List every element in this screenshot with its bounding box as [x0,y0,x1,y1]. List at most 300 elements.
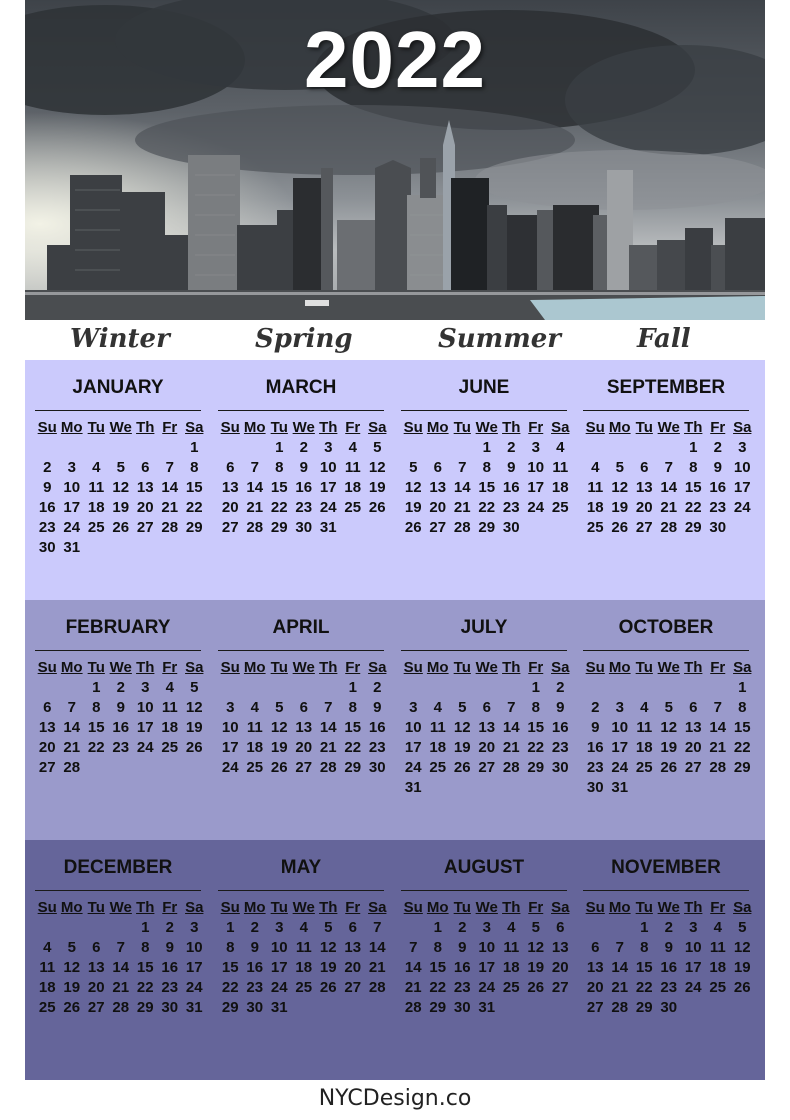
day-cell: 5 [67,938,76,956]
week-row [35,757,207,777]
day-cell: 28 [404,998,422,1016]
day-cell: 14 [611,958,629,976]
day-cell: 12 [270,718,288,736]
weekday-header: Tu [453,418,471,436]
day-cell: 26 [368,498,386,516]
week-row [583,737,755,757]
day-cell: 24 [185,978,203,996]
day-cell: 17 [478,958,496,976]
month-day-grid [218,897,390,1017]
day-cell: 19 [611,498,629,516]
weekday-header: Mo [243,418,266,436]
month-day-grid [401,657,573,797]
day-cell: 10 [478,938,496,956]
day-cell: 10 [221,718,239,736]
day-cell: 11 [344,458,361,476]
day-cell [133,757,158,777]
weekday-header: Tu [635,658,653,676]
day-cell: 2 [556,678,565,696]
day-cell: 13 [221,478,239,496]
day-cell: 25 [246,758,264,776]
week-row [35,437,207,457]
week-row [583,477,755,497]
day-cell: 17 [63,498,81,516]
day-cell: 16 [586,738,604,756]
day-cell: 27 [87,998,105,1016]
weekday-header: Th [319,658,338,676]
day-cell: 12 [319,938,337,956]
day-cell: 19 [270,738,288,756]
day-cell: 15 [270,478,288,496]
day-cell: 10 [270,938,288,956]
weekday-header: Tu [635,898,653,916]
day-cell: 11 [39,958,56,976]
day-cell: 16 [551,718,569,736]
day-cell: 23 [586,758,604,776]
day-cell: 18 [344,478,362,496]
day-cell: 8 [433,938,442,956]
day-cell: 23 [368,738,386,756]
day-cell: 16 [502,478,520,496]
day-cell: 24 [319,498,337,516]
day-cell: 30 [246,998,264,1016]
weekday-header: Fr [345,658,361,676]
weekday-header: Mo [426,658,449,676]
day-cell [60,677,85,697]
weekday-header: We [475,658,498,676]
day-cell: 6 [640,458,649,476]
day-cell: 31 [611,778,629,796]
day-cell [365,997,390,1017]
year-title: 2022 [304,15,486,104]
day-cell [35,917,60,937]
week-row [401,777,573,797]
day-cell: 14 [112,958,130,976]
weekday-header: Th [136,898,155,916]
day-cell: 8 [689,458,698,476]
day-cell: 17 [404,738,422,756]
week-row [583,677,755,697]
weekday-header: Th [136,418,155,436]
month-name: JULY [460,617,508,638]
month-day-grid [218,417,390,537]
day-cell: 22 [635,978,653,996]
week-row [401,997,573,1017]
weekday-header-row [218,417,390,437]
month-day-grid [35,657,207,777]
day-cell: 23 [551,738,569,756]
day-cell [133,537,158,557]
day-cell: 7 [713,698,722,716]
day-cell: 2 [250,918,259,936]
day-cell: 7 [507,698,516,716]
day-cell: 14 [502,718,520,736]
day-cell: 8 [226,938,235,956]
day-cell: 13 [478,718,496,736]
day-cell [35,677,60,697]
month-day-grid [583,417,755,537]
day-cell: 9 [713,458,722,476]
weekday-header-row [35,417,207,437]
day-cell: 1 [348,678,357,696]
day-cell: 7 [409,938,418,956]
day-cell: 27 [344,978,362,996]
day-cell: 19 [319,958,337,976]
day-cell [608,437,633,457]
day-cell: 21 [319,738,337,756]
day-cell: 18 [551,478,569,496]
day-cell: 23 [38,518,56,536]
day-cell: 12 [611,478,629,496]
day-cell: 26 [527,978,545,996]
day-cell: 16 [38,498,56,516]
day-cell [548,997,573,1017]
day-cell: 15 [87,718,105,736]
day-cell: 17 [527,478,545,496]
day-cell: 9 [556,698,565,716]
weekday-header: We [657,418,680,436]
day-cell: 7 [615,938,624,956]
day-cell [499,677,524,697]
weekday-header: Tu [270,658,288,676]
day-cell: 2 [299,438,308,456]
weekday-header: Fr [710,658,726,676]
day-cell: 21 [161,498,179,516]
day-cell: 28 [368,978,386,996]
day-cell [316,997,341,1017]
day-cell: 1 [92,678,101,696]
month-name: JUNE [458,377,510,398]
weekday-header: Mo [608,898,631,916]
weekday-header-row [218,897,390,917]
day-cell: 14 [63,718,81,736]
day-cell: 7 [664,458,673,476]
weekday-header: We [292,658,315,676]
week-row [401,457,573,477]
day-cell: 27 [635,518,653,536]
week-row [583,497,755,517]
day-cell: 5 [664,698,673,716]
month-block-april [212,600,390,777]
day-cell [158,537,183,557]
day-cell: 16 [453,958,471,976]
day-cell: 1 [482,438,491,456]
day-cell: 24 [527,498,545,516]
week-row [401,917,573,937]
day-cell: 15 [478,478,496,496]
day-cell: 4 [433,698,442,716]
day-cell: 30 [453,998,471,1016]
week-row [35,977,207,997]
week-row [401,517,573,537]
month-day-grid [35,897,207,1017]
day-cell: 3 [615,698,624,716]
day-cell [632,777,657,797]
day-cell: 4 [713,918,722,936]
day-cell: 3 [689,918,698,936]
day-cell: 3 [190,918,199,936]
day-cell: 5 [738,918,747,936]
week-row [35,677,207,697]
day-cell [243,677,268,697]
week-row [218,677,390,697]
day-cell [548,517,573,537]
day-cell: 30 [38,538,56,556]
day-cell: 12 [368,458,386,476]
weekday-header: We [292,418,315,436]
week-row [583,717,755,737]
day-cell: 20 [684,738,702,756]
week-row [218,757,390,777]
day-cell [583,437,608,457]
weekday-header: Sa [733,418,752,436]
day-cell [730,997,755,1017]
day-cell [548,777,573,797]
weekday-header: Fr [528,418,544,436]
weekday-header: Tu [87,898,105,916]
day-cell [60,437,85,457]
weekday-header: Th [502,898,521,916]
weekday-header: Sa [551,418,570,436]
day-cell: 5 [116,458,125,476]
day-cell: 5 [373,438,382,456]
day-cell [292,997,317,1017]
day-cell: 13 [38,718,56,736]
day-cell: 16 [660,958,678,976]
day-cell [475,677,500,697]
day-cell: 17 [270,958,288,976]
day-cell: 6 [591,938,600,956]
day-cell: 28 [660,518,678,536]
weekday-header: Mo [426,898,449,916]
week-row [401,937,573,957]
weekday-header: Th [502,418,521,436]
day-cell: 29 [344,758,362,776]
day-cell: 9 [458,938,467,956]
day-cell: 31 [404,778,422,796]
day-cell [583,677,608,697]
day-cell: 5 [615,458,624,476]
day-cell: 13 [684,718,702,736]
day-cell: 20 [635,498,653,516]
day-cell: 23 [453,978,471,996]
day-cell [499,997,524,1017]
day-cell: 13 [87,958,105,976]
day-cell: 23 [709,498,727,516]
day-cell: 11 [636,718,653,736]
day-cell: 10 [185,938,203,956]
weekday-header: Tu [453,658,471,676]
day-cell [133,437,158,457]
day-cell: 19 [453,738,471,756]
weekday-header: Su [220,898,240,916]
day-cell: 20 [295,738,313,756]
day-cell [632,677,657,697]
day-cell: 19 [63,978,81,996]
day-cell: 9 [116,698,125,716]
day-cell: 4 [348,438,357,456]
day-cell: 3 [226,698,235,716]
day-cell: 24 [270,978,288,996]
weekday-header: Tu [453,898,471,916]
day-cell: 12 [453,718,471,736]
week-row [35,957,207,977]
day-cell: 31 [478,998,496,1016]
day-cell: 18 [295,958,313,976]
day-cell: 4 [507,918,516,936]
day-cell: 28 [709,758,727,776]
day-cell: 3 [482,918,491,936]
day-cell: 20 [429,498,447,516]
weekday-header: Mo [243,898,266,916]
day-cell: 11 [88,478,105,496]
day-cell: 9 [373,698,382,716]
day-cell [84,537,109,557]
week-row [583,697,755,717]
day-cell: 2 [116,678,125,696]
weekday-header-row [218,657,390,677]
day-cell: 6 [92,938,101,956]
day-cell: 25 [635,758,653,776]
weekday-header: Su [585,898,605,916]
day-cell: 10 [611,718,629,736]
day-cell: 10 [527,458,545,476]
day-cell: 21 [660,498,678,516]
weekday-header: Fr [162,418,178,436]
week-row [35,517,207,537]
month-day-grid [401,897,573,1017]
week-row [35,937,207,957]
weekday-header: Fr [162,898,178,916]
weekday-header: Th [502,658,521,676]
day-cell: 15 [733,718,751,736]
weekday-header: Fr [345,418,361,436]
day-cell [706,997,731,1017]
week-row [583,937,755,957]
day-cell: 21 [246,498,264,516]
day-cell: 26 [112,518,130,536]
day-cell: 25 [87,518,105,536]
weekday-header: Mo [60,418,83,436]
day-cell: 12 [660,718,678,736]
weekday-header: Fr [162,658,178,676]
day-cell: 3 [275,918,284,936]
day-cell: 26 [611,518,629,536]
day-cell: 20 [38,738,56,756]
day-cell: 23 [112,738,130,756]
day-cell: 22 [733,738,751,756]
day-cell: 26 [319,978,337,996]
day-cell: 14 [404,958,422,976]
day-cell: 5 [190,678,199,696]
day-cell: 9 [664,938,673,956]
day-cell: 3 [531,438,540,456]
day-cell [608,677,633,697]
day-cell: 6 [689,698,698,716]
day-cell: 1 [738,678,747,696]
week-row [218,977,390,997]
day-cell: 28 [319,758,337,776]
calendar-band-winter-row [25,360,765,600]
day-cell [730,517,755,537]
weekday-header: We [109,418,132,436]
weekday-header-row [35,897,207,917]
day-cell: 10 [733,458,751,476]
day-cell: 28 [161,518,179,536]
week-row [35,997,207,1017]
day-cell: 21 [63,738,81,756]
day-cell: 9 [165,938,174,956]
day-cell [316,677,341,697]
season-label-winter: Winter [70,324,170,354]
day-cell: 27 [684,758,702,776]
month-name: FEBRUARY [65,617,171,638]
day-cell: 29 [478,518,496,536]
day-cell [681,677,706,697]
month-day-grid [35,417,207,557]
weekday-header: We [475,898,498,916]
weekday-header-row [583,897,755,917]
day-cell: 27 [429,518,447,536]
day-cell: 29 [185,518,203,536]
day-cell: 25 [295,978,313,996]
day-cell [401,437,426,457]
day-cell: 29 [733,758,751,776]
day-cell: 28 [453,518,471,536]
calendar-band-middle-row [25,600,765,840]
day-cell: 30 [368,758,386,776]
day-cell [632,437,657,457]
week-row [35,457,207,477]
day-cell: 20 [221,498,239,516]
week-row [401,977,573,997]
day-cell: 14 [660,478,678,496]
day-cell: 24 [404,758,422,776]
day-cell: 13 [295,718,313,736]
week-row [583,457,755,477]
day-cell: 12 [185,698,203,716]
day-cell: 18 [502,958,520,976]
day-cell: 1 [226,918,235,936]
week-row [35,697,207,717]
day-cell: 10 [684,938,702,956]
weekday-header: Su [585,658,605,676]
weekday-header: Su [37,418,57,436]
day-cell: 18 [38,978,56,996]
day-cell: 1 [531,678,540,696]
month-block-december [29,840,207,1017]
day-cell: 2 [43,458,52,476]
weekday-header: Th [684,898,703,916]
week-row [583,777,755,797]
day-cell [109,537,134,557]
day-cell: 6 [556,918,565,936]
day-cell: 8 [348,698,357,716]
day-cell: 16 [246,958,264,976]
day-cell [524,517,549,537]
week-row [35,737,207,757]
day-cell: 19 [404,498,422,516]
day-cell: 6 [433,458,442,476]
weekday-header: Sa [551,898,570,916]
day-cell: 13 [136,478,154,496]
day-cell: 27 [551,978,569,996]
week-row [218,477,390,497]
weekday-header-row [401,417,573,437]
day-cell: 5 [531,918,540,936]
day-cell: 26 [733,978,751,996]
day-cell: 8 [640,938,649,956]
